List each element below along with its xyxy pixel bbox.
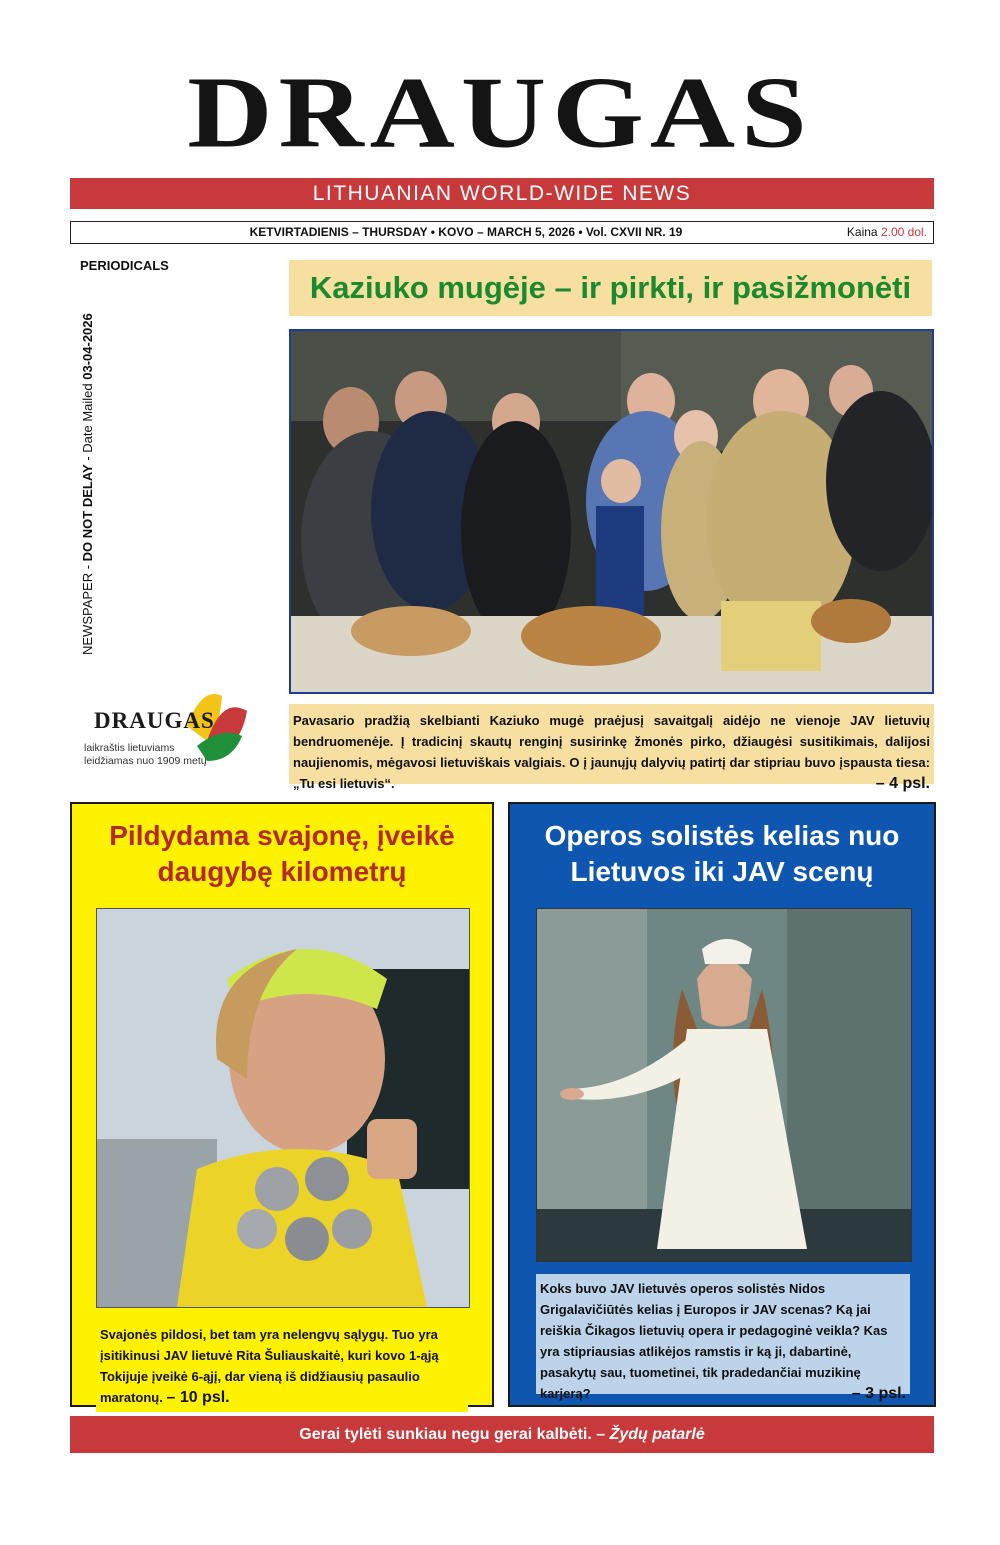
periodicals-label: PERIODICALS [80, 258, 169, 273]
crowd-at-fair-photo [289, 329, 934, 694]
price-label: Kaina [846, 225, 878, 239]
top-story-caption [289, 704, 934, 792]
right-story-page-ref: – 3 psl. [851, 1385, 906, 1402]
draugas-logo [82, 686, 282, 776]
price-value: 2.00 dol. [880, 225, 927, 239]
left-story-headline [72, 818, 492, 890]
marathon-runner-medals-photo [96, 908, 470, 1308]
logo-subtitle [84, 742, 207, 768]
left-story-headline-line2: daugybę kilometrų [157, 856, 407, 887]
right-story-caption-text: Koks buvo JAV lietuvės operos solistės Nidos Grigalavičiūtės kelias į Europos ir JAV scenas? Ką jai reiškia Čikagos lietuvių opera ir pedagoginė veikla? Kas yra stipriausias atlikėjos ramstis ir ką ji, dabartinė, pasakytų sau, tuometinei, tik pradedančiai muzikinę karjerą? [540, 1281, 888, 1401]
top-story-page-ref: – 4 psl. [875, 775, 930, 792]
footer-quote-source: Žydų patarlė [609, 1426, 705, 1443]
left-story-caption [96, 1320, 468, 1412]
price [847, 222, 927, 243]
right-story-headline-line2: Lietuvos iki JAV scenų [570, 856, 874, 887]
do-not-delay-label: DO NOT DELAY [80, 464, 95, 562]
dateline-bar [70, 221, 934, 244]
dateline-text: KETVIRTADIENIS – THURSDAY • KOVO – MARCH 5, 2026 • Vol. CXVII NR. 19 [249, 225, 683, 239]
left-story-caption-text: Svajonės pildosi, bet tam yra nelengvų sąlygų. Tuo yra įsitikinusi JAV lietuvė Rita Šuliauskaitė, kuri kovo 1-ąją Tokijuje įveikė 6-ąjį, dar vieną iš didžiausių pasaulio maratonų. [100, 1327, 439, 1405]
right-story-box [508, 802, 936, 1407]
crowd-scene-illustration [291, 331, 932, 692]
top-story-headline: Kaziuko mugėje – ir pirkti, ir pasižmonėti [289, 260, 932, 316]
top-story-caption-text: Pavasario pradžią skelbianti Kaziuko mugė praėjusį savaitgalį aidėjo ne vienoje JAV lietuvių bendruomenėje. Į tradicinį skautų renginį susirinkę žmonės pirko, džiaugėsi susitikimais, dalijosi naujienomis, mėgavosi lietuviškais valgiais. O į jaunųjų dalyvių patirtį dar stipriau buvo įspausta tiesa: „Tu esi lietuvis“. [293, 713, 930, 791]
mailing-notice [80, 313, 95, 655]
date-mailed-value: 03-04-2026 [80, 313, 95, 380]
date-mailed-label: - Date Mailed [80, 379, 95, 465]
logo-subtitle-line1: laikraštis lietuviams [84, 742, 175, 754]
newspaper-label: NEWSPAPER - [80, 561, 95, 655]
right-story-headline [510, 818, 934, 890]
opera-singer-stage-photo [536, 908, 912, 1262]
logo-subtitle-line2: leidžiamas nuo 1909 metų [84, 755, 207, 767]
footer-quote [70, 1416, 934, 1453]
left-story-box [70, 802, 494, 1407]
left-story-page-ref: – 10 psl. [166, 1389, 230, 1406]
masthead-title: DRAUGAS [187, 55, 813, 169]
runner-illustration [97, 909, 469, 1307]
logo-wordmark: DRAUGAS [94, 708, 215, 733]
left-story-headline-line1: Pildydama svajonę, įveikė [109, 820, 455, 851]
right-story-headline-line1: Operos solistės kelias nuo [544, 820, 900, 851]
footer-quote-text: Gerai tylėti sunkiau negu gerai kalbėti. – [299, 1426, 610, 1443]
opera-singer-illustration [537, 909, 911, 1261]
masthead-tagline: LITHUANIAN WORLD-WIDE NEWS [70, 178, 934, 209]
right-story-caption [536, 1274, 910, 1402]
